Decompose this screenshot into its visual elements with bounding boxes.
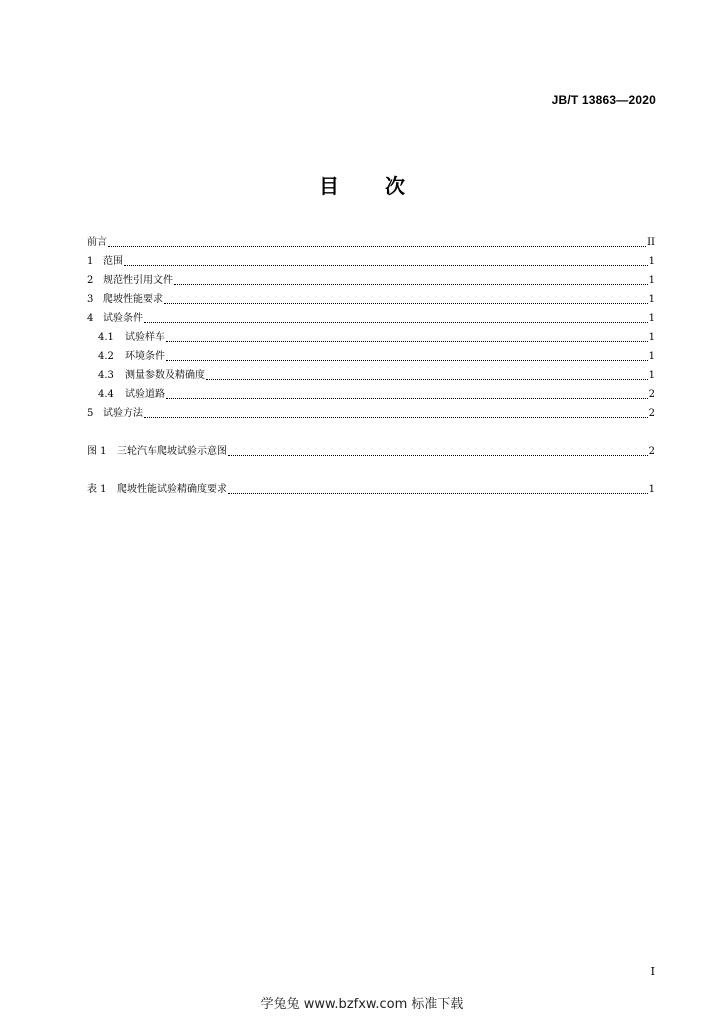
page-title	[0, 170, 724, 199]
toc-entry-3[interactable]	[87, 288, 655, 306]
toc-page: 1	[648, 313, 655, 324]
toc-leader	[166, 340, 648, 342]
toc-number: 3	[87, 294, 94, 305]
toc-label: 环境条件	[125, 351, 165, 362]
toc-number: 表 1	[87, 484, 107, 495]
toc-leader	[206, 378, 648, 380]
toc-label: 试验道路	[125, 389, 165, 400]
toc-page: 1	[648, 275, 655, 286]
page-number: I	[650, 965, 655, 978]
toc-page: 1	[648, 351, 655, 362]
toc-label: 试验方法	[103, 408, 143, 419]
toc-number: 2	[87, 275, 94, 286]
toc-leader	[228, 492, 648, 494]
toc-page: 1	[648, 256, 655, 267]
title-char-1: 目	[319, 174, 339, 198]
toc-leader	[174, 283, 648, 285]
toc-leader	[164, 302, 648, 304]
toc-leader	[144, 321, 648, 323]
toc-number: 4.4	[98, 389, 114, 400]
toc-label: 爬坡性能要求	[103, 294, 163, 305]
toc-label: 试验样车	[125, 332, 165, 343]
toc-entry-figure-1[interactable]	[87, 440, 655, 458]
toc-entry-2[interactable]	[87, 269, 655, 287]
toc-label: 三轮汽车爬坡试验示意图	[117, 446, 227, 457]
toc-entry-table-1[interactable]	[87, 478, 655, 496]
toc-leader	[124, 264, 648, 266]
toc-number: 4.3	[98, 370, 114, 381]
toc-page: 1	[648, 370, 655, 381]
toc-entry-4-4[interactable]	[98, 383, 655, 401]
toc-label: 规范性引用文件	[103, 275, 173, 286]
toc-page: II	[647, 237, 655, 248]
toc-leader	[228, 454, 648, 456]
toc-entry-1[interactable]	[87, 250, 655, 268]
toc-label: 范围	[103, 256, 123, 267]
toc-leader	[166, 359, 648, 361]
toc-number: 图 1	[87, 446, 107, 457]
toc-entry-5[interactable]	[87, 402, 655, 420]
toc-number: 1	[87, 256, 94, 267]
toc-label: 前言	[87, 237, 107, 248]
toc-label: 测量参数及精确度	[125, 370, 205, 381]
toc-number: 4	[87, 313, 94, 324]
toc-leader	[108, 245, 646, 247]
toc-label: 试验条件	[103, 313, 143, 324]
toc-page: 2	[648, 446, 655, 457]
toc-number: 5	[87, 408, 94, 419]
toc-leader	[144, 416, 648, 418]
toc-entry-preface[interactable]	[87, 231, 655, 249]
toc-label: 爬坡性能试验精确度要求	[117, 484, 227, 495]
toc-entry-4-1[interactable]	[98, 326, 655, 344]
toc-number: 4.1	[98, 332, 114, 343]
toc-leader	[166, 397, 648, 399]
toc-page: 1	[648, 294, 655, 305]
toc-entry-4-2[interactable]	[98, 345, 655, 363]
toc-number: 4.2	[98, 351, 114, 362]
standard-number: JB/T 13863—2020	[551, 93, 656, 107]
toc-page: 1	[648, 484, 655, 495]
toc-entry-4[interactable]	[87, 307, 655, 325]
title-char-2: 次	[385, 174, 405, 198]
footer-watermark: 学兔兔 www.bzfxw.com 标准下载	[260, 997, 464, 1012]
toc-page: 2	[648, 408, 655, 419]
toc-page: 1	[648, 332, 655, 343]
toc-entry-4-3[interactable]	[98, 364, 655, 382]
toc-page: 2	[648, 389, 655, 400]
